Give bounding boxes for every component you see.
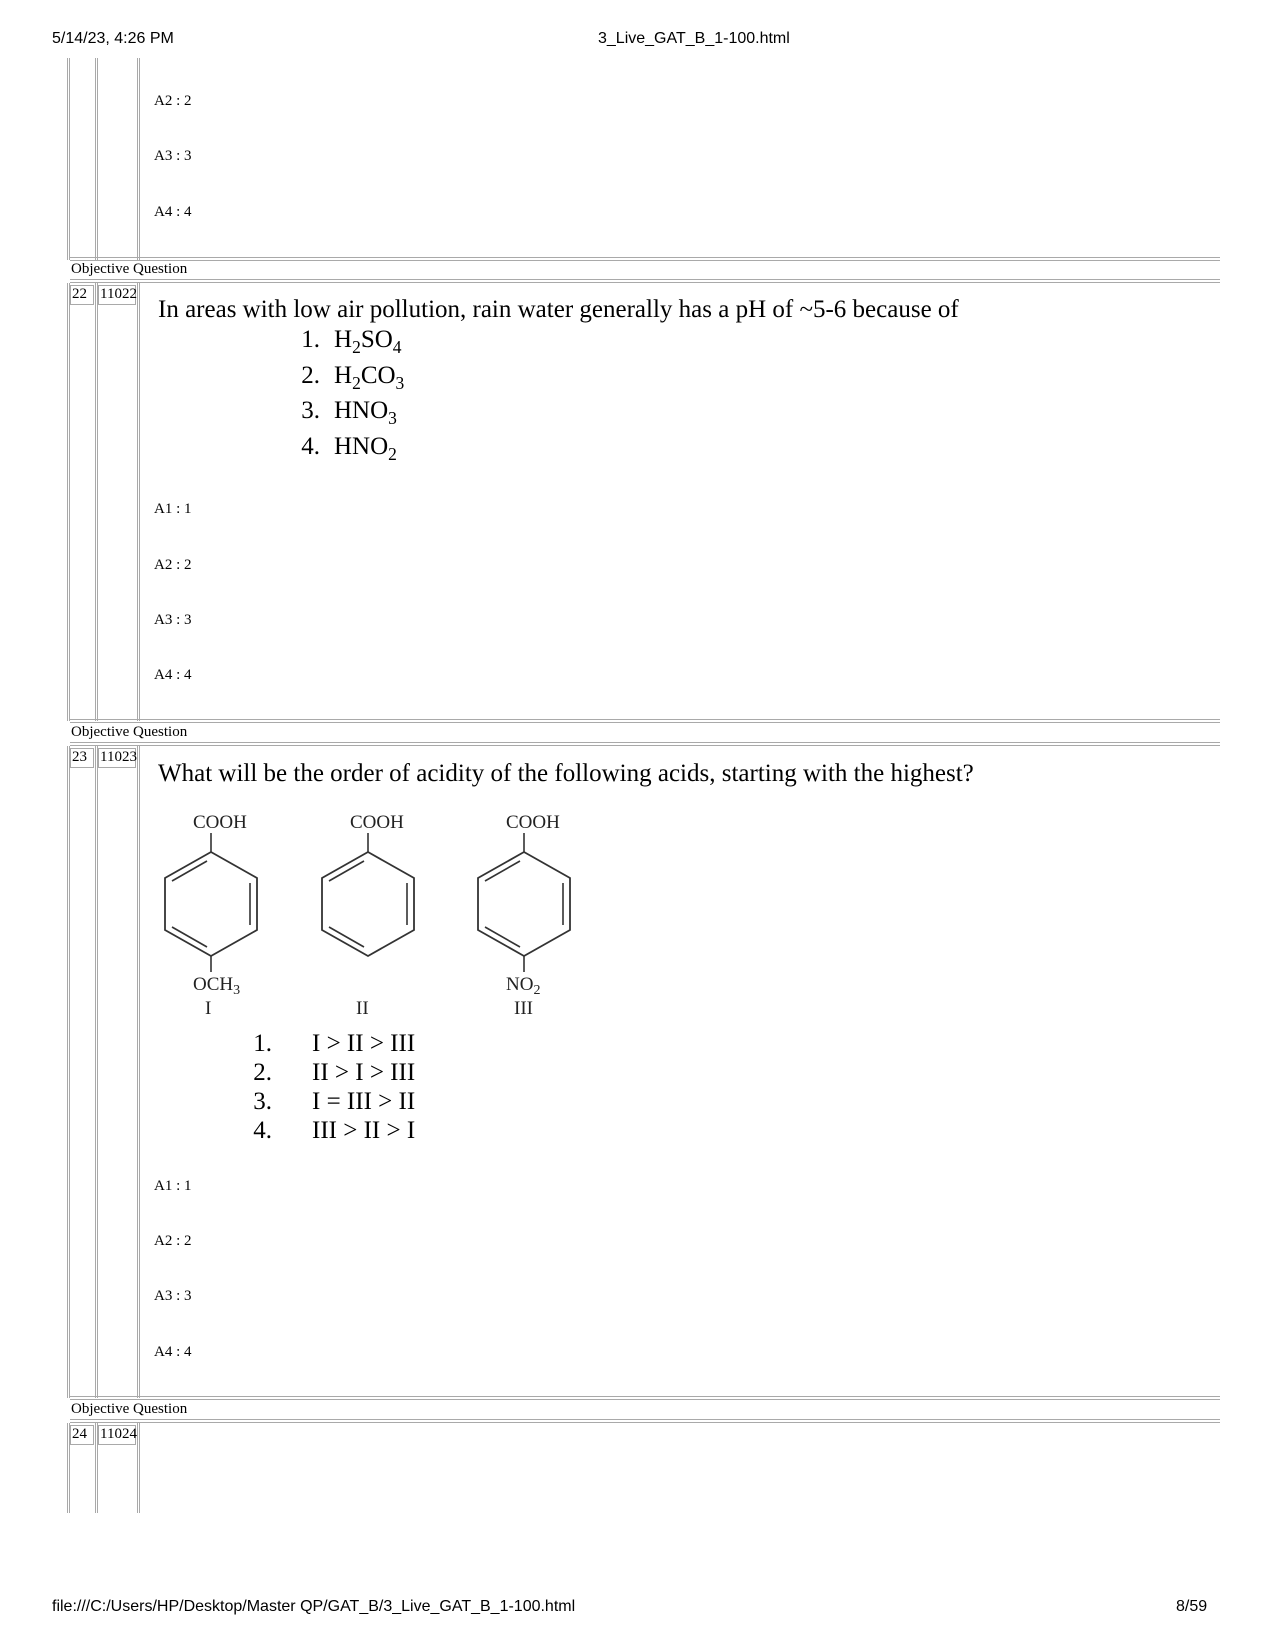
- formula-part: H: [334, 362, 353, 389]
- question-text: In areas with low air pollution, rain water generally has a pH of ~5-6 because of: [158, 296, 959, 323]
- option-text: III > II > I: [312, 1117, 416, 1144]
- question-serial-number: 22: [72, 286, 87, 302]
- question-option: [280, 326, 402, 357]
- question-option: [280, 397, 397, 428]
- print-file-path: file:///C:/Users/HP/Desktop/Master QP/GAT_B/3_Live_GAT_B_1-100.html: [52, 1598, 576, 1615]
- question-option: [236, 1088, 415, 1116]
- question-serial-number: 23: [72, 749, 87, 765]
- option-text: II > I > III: [312, 1059, 416, 1086]
- option-number: 2.: [253, 1059, 272, 1086]
- grid-line: [137, 283, 140, 721]
- grid-line: [95, 283, 98, 721]
- structure-bottom-group: $OCH_3$: [193, 974, 241, 998]
- structure-roman-label: I: [205, 998, 212, 1019]
- row-separator: [70, 1419, 1220, 1423]
- formula-subscript: 3: [395, 373, 405, 393]
- question-type-label: Objective Question: [71, 261, 188, 277]
- print-doc-title: 3_Live_GAT_B_1-100.html: [598, 30, 790, 47]
- formula-part: HNO: [334, 433, 389, 460]
- option-number: 2.: [301, 362, 320, 389]
- question-serial-number: 24: [72, 1426, 87, 1442]
- question-text: What will be the order of acidity of the following acids, starting with the highest?: [158, 760, 974, 787]
- structure-roman-label: III: [514, 998, 533, 1019]
- formula-part: HNO: [334, 397, 389, 424]
- option-number: 4.: [301, 433, 320, 460]
- row-separator: [70, 279, 1220, 283]
- answer-option: A2 : 2: [154, 93, 192, 109]
- answer-option: A3 : 3: [154, 612, 192, 628]
- question-option: [236, 1059, 415, 1087]
- question-id: 11024: [100, 1426, 137, 1442]
- answer-option: A1 : 1: [154, 1178, 192, 1194]
- question-option: [280, 433, 397, 464]
- formula-subscript: 2: [388, 444, 397, 464]
- formula-subscript: 3: [388, 408, 397, 428]
- grid-line: [95, 58, 98, 260]
- option-number: 1.: [301, 326, 320, 353]
- row-separator: [70, 742, 1220, 746]
- grid-line: [67, 746, 70, 1398]
- structure-top-group: COOH: [506, 812, 560, 833]
- option-number: 3.: [253, 1088, 272, 1115]
- answer-option: A4 : 4: [154, 667, 192, 683]
- question-option: [236, 1117, 415, 1145]
- grid-line: [137, 58, 140, 260]
- question-option: [280, 362, 405, 393]
- structure-bottom-group: $NO_2$: [506, 974, 541, 998]
- structure-iii: [478, 812, 570, 1019]
- question-type-label: Objective Question: [71, 724, 188, 740]
- option-number: 4.: [253, 1117, 272, 1144]
- option-number: 1.: [253, 1030, 272, 1057]
- question-id: 11023: [100, 749, 137, 765]
- grid-line: [67, 283, 70, 721]
- answer-option: A4 : 4: [154, 204, 192, 220]
- formula-part: H: [334, 326, 353, 353]
- benzoic-acid-structures: [140, 800, 600, 1030]
- question-id: 11022: [100, 286, 137, 302]
- print-datetime: 5/14/23, 4:26 PM: [52, 30, 174, 47]
- formula-part: CO: [360, 362, 396, 389]
- answer-option: A2 : 2: [154, 1233, 192, 1249]
- question-type-label: Objective Question: [71, 1401, 188, 1417]
- structure-top-group: COOH: [350, 812, 404, 833]
- grid-line: [137, 1423, 140, 1513]
- answer-option: A3 : 3: [154, 148, 192, 164]
- option-number: 3.: [301, 397, 320, 424]
- row-separator: [70, 257, 1220, 261]
- grid-line: [95, 746, 98, 1398]
- answer-option: A1 : 1: [154, 501, 192, 517]
- grid-line: [67, 58, 70, 260]
- print-page-number: 8/59: [1176, 1598, 1208, 1615]
- option-text: I = III > II: [312, 1088, 416, 1115]
- formula-part: SO: [360, 326, 393, 353]
- option-text: I > II > III: [312, 1030, 416, 1057]
- structure-i: [165, 812, 257, 1019]
- answer-option: A3 : 3: [154, 1288, 192, 1304]
- structure-ii: [322, 812, 414, 1019]
- answer-option: A2 : 2: [154, 557, 192, 573]
- structure-roman-label: II: [356, 998, 369, 1019]
- formula-subscript: 2: [352, 337, 361, 357]
- structure-top-group: COOH: [193, 812, 247, 833]
- question-option: [236, 1030, 415, 1058]
- formula-subscript: 2: [352, 373, 361, 393]
- answer-option: A4 : 4: [154, 1344, 192, 1360]
- row-separator: [70, 719, 1220, 723]
- formula-subscript: 4: [392, 337, 402, 357]
- row-separator: [70, 1396, 1220, 1400]
